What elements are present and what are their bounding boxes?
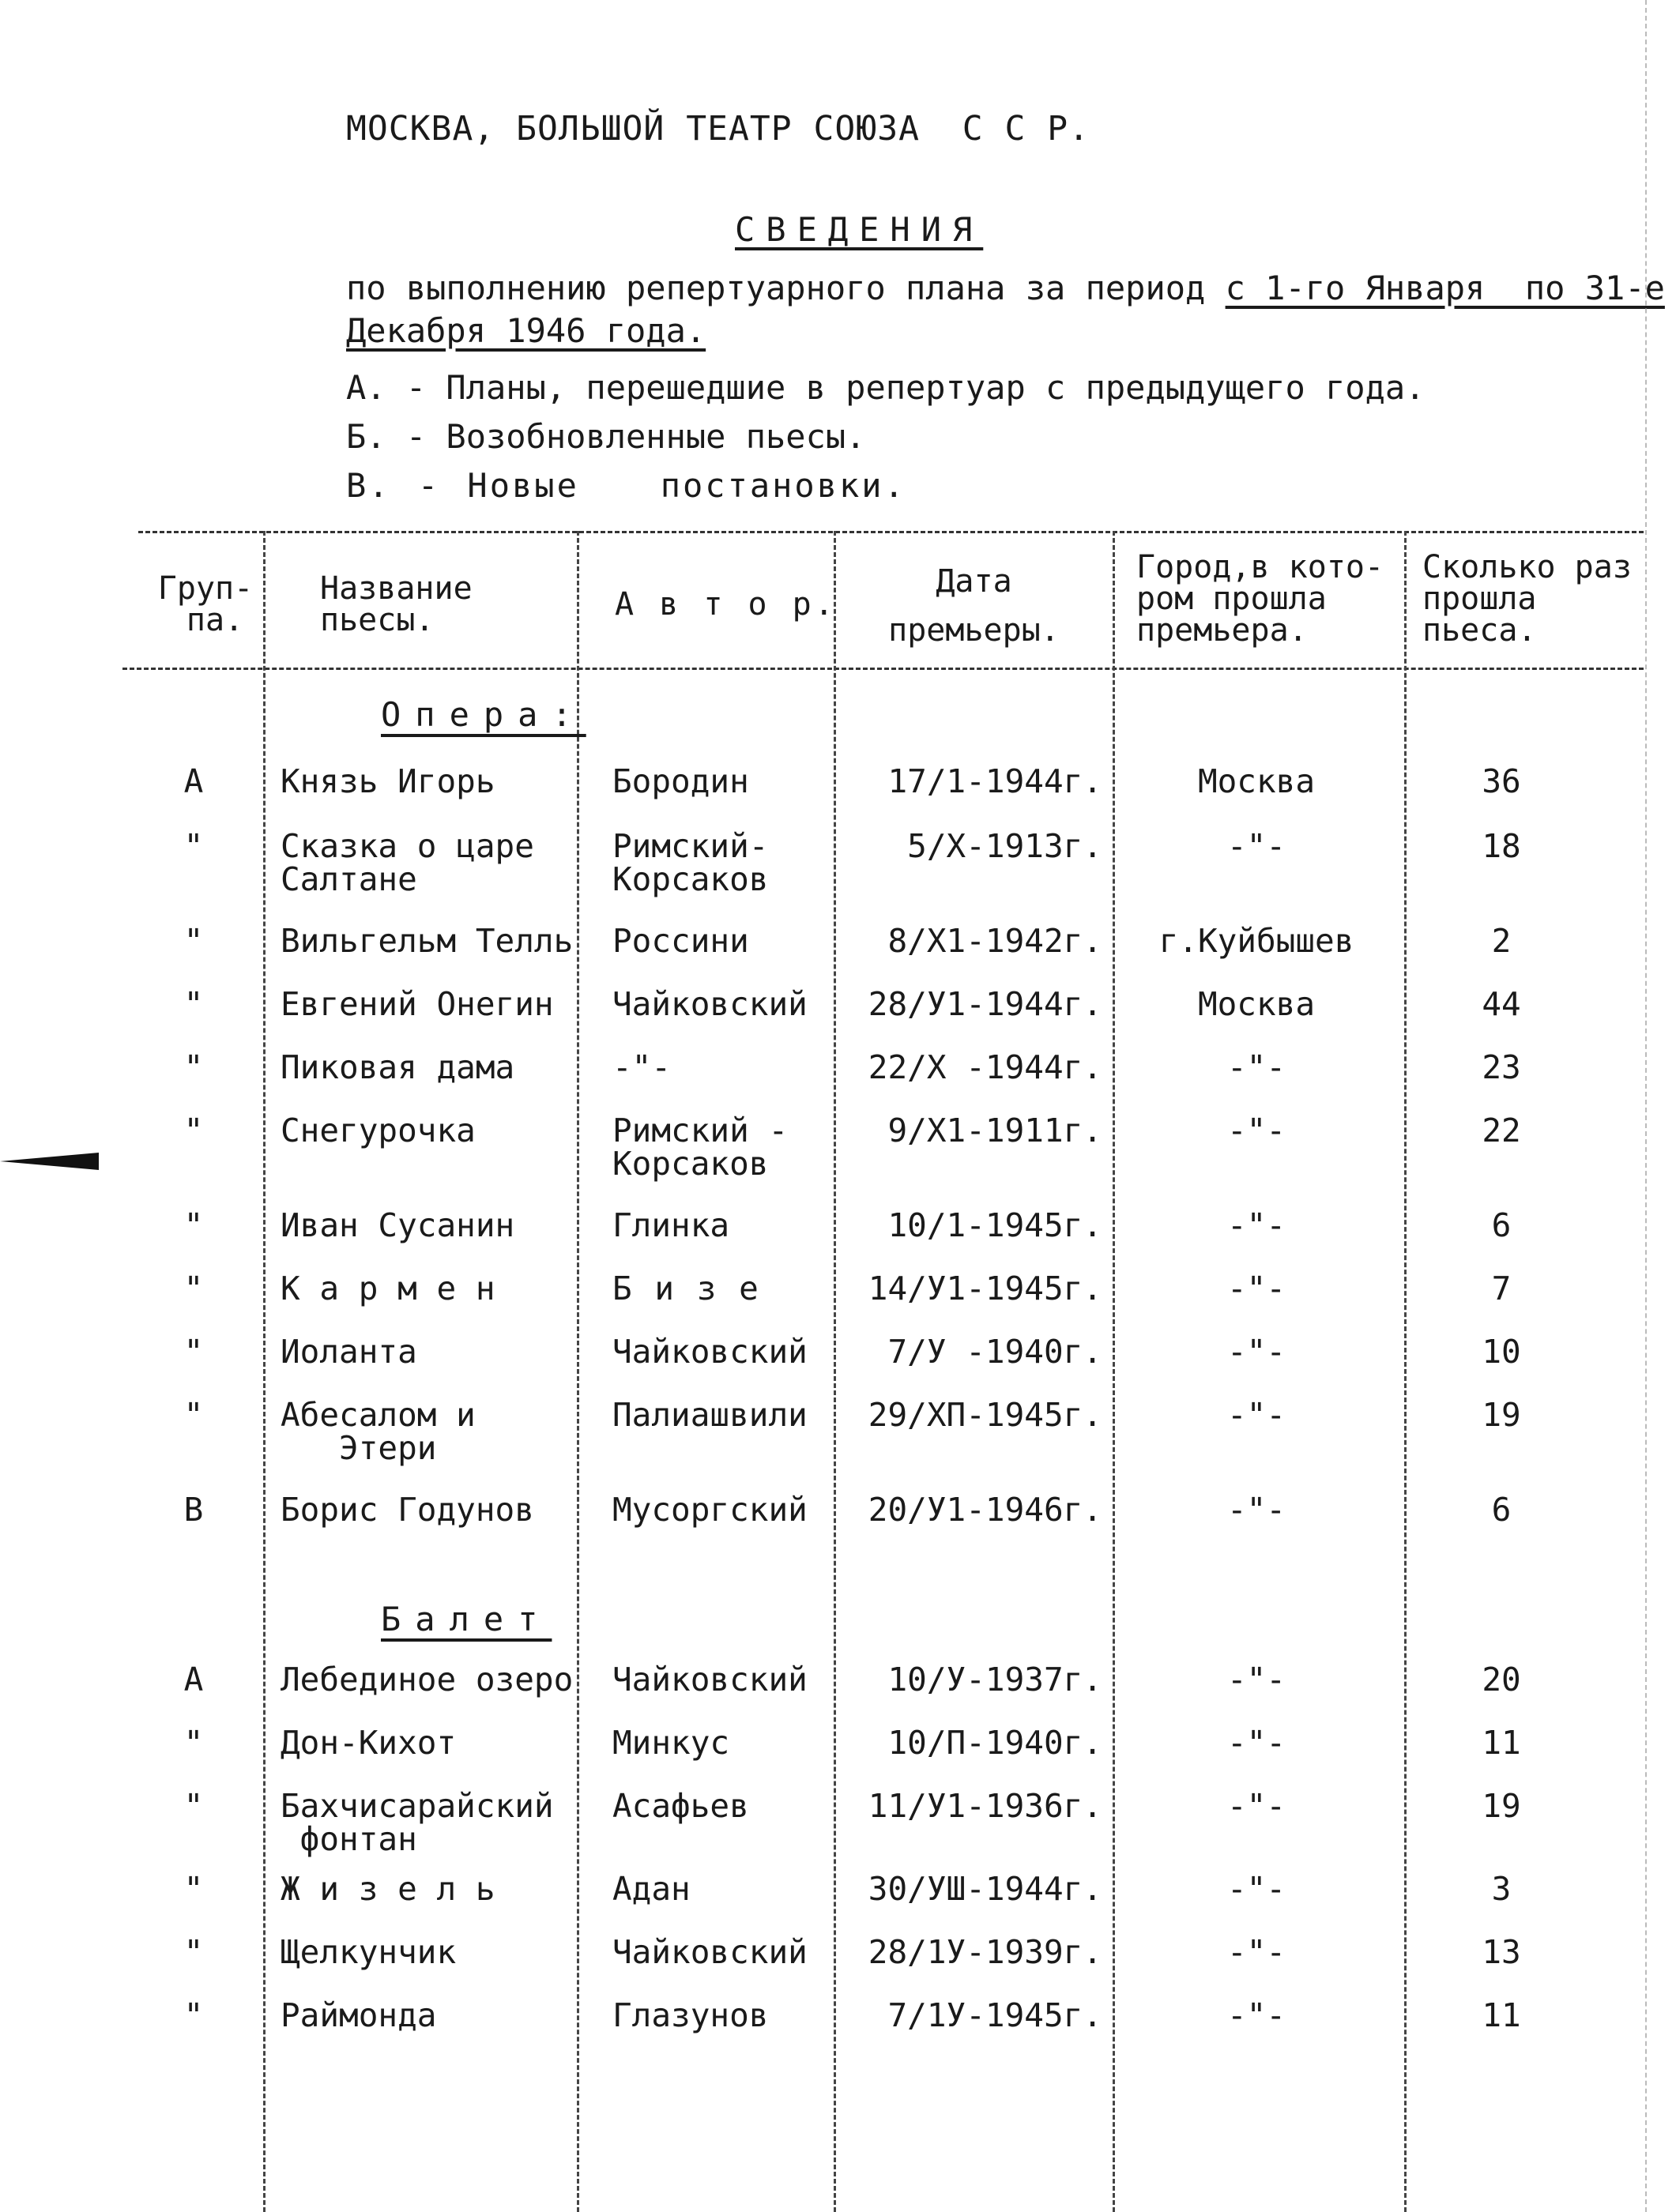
column-header-group: Груп- па. <box>157 570 254 638</box>
cell-count: 19 <box>1482 1396 1521 1434</box>
cell-count: 11 <box>1482 1724 1521 1762</box>
cell-name: Бахчисарайский фонтан <box>281 1787 554 1858</box>
cell-city: Москва <box>1197 762 1316 800</box>
cell-count: 13 <box>1482 1933 1521 1971</box>
cell-date: 7/1У-1945г. <box>887 1996 1102 2034</box>
cell-author: Минкус <box>612 1724 730 1762</box>
cell-city: -"- <box>1226 827 1286 865</box>
cell-date: 10/1-1945г. <box>887 1206 1102 1244</box>
cell-name: Князь Игорь <box>281 762 495 800</box>
cell-group: " <box>183 922 204 960</box>
subtitle-period-end: Декабря 1946 года. <box>346 311 706 350</box>
cell-name: К а р м е н <box>281 1270 495 1307</box>
table-top-rule <box>138 531 1644 533</box>
subtitle-period-start: с 1-го Января по 31-е <box>1225 269 1665 307</box>
cell-author: Чайковский <box>612 1933 808 1971</box>
cell-count: 3 <box>1491 1870 1512 1908</box>
column-header-date: Дата премьеры. <box>888 563 1060 649</box>
cell-name: Снегурочка <box>281 1112 476 1149</box>
cell-group: " <box>183 1870 204 1908</box>
cell-name: Вильгельм Телль <box>281 922 574 960</box>
cell-group: " <box>183 1996 204 2034</box>
cell-count: 6 <box>1491 1491 1512 1529</box>
column-divider-2 <box>577 531 579 2212</box>
cell-author: Асафьев <box>612 1787 749 1825</box>
cell-date: 22/Х -1944г. <box>868 1048 1102 1086</box>
cell-group: " <box>183 1933 204 1971</box>
cell-group: " <box>183 1724 204 1762</box>
cell-name: Борис Годунов <box>281 1491 534 1529</box>
column-divider-5 <box>1404 531 1407 2212</box>
legend-a: А. - Планы, перешедшие в репертуар с предыдущего года. <box>346 368 1426 407</box>
cell-count: 23 <box>1482 1048 1521 1086</box>
cell-date: 8/Х1-1942г. <box>887 922 1102 960</box>
cell-author: Римский - Корсаков <box>612 1112 789 1183</box>
cell-count: 10 <box>1482 1333 1521 1371</box>
cell-group: " <box>183 1270 204 1307</box>
cell-city: -"- <box>1226 1048 1286 1086</box>
column-divider-1 <box>263 531 266 2212</box>
margin-arrow-mark <box>0 1149 99 1173</box>
cell-city: -"- <box>1226 1870 1286 1908</box>
cell-author: Глинка <box>612 1206 730 1244</box>
cell-count: 20 <box>1482 1661 1521 1698</box>
cell-city: -"- <box>1226 1787 1286 1825</box>
cell-city: -"- <box>1226 1333 1286 1371</box>
cell-author: Чайковский <box>612 1333 808 1371</box>
cell-count: 44 <box>1482 985 1521 1023</box>
cell-author: Палиашвили <box>612 1396 808 1434</box>
column-header-count: Сколько раз прошла пьеса. <box>1422 549 1632 649</box>
cell-author: Бородин <box>612 762 749 800</box>
cell-city: -"- <box>1226 1996 1286 2034</box>
cell-author: Глазунов <box>612 1996 769 2034</box>
cell-city: -"- <box>1226 1112 1286 1149</box>
organization-heading: МОСКВА, БОЛЬШОЙ ТЕАТР СОЮЗА С С Р. <box>346 109 1090 149</box>
cell-date: 28/У1-1944г. <box>868 985 1102 1023</box>
cell-count: 6 <box>1491 1206 1512 1244</box>
cell-city: -"- <box>1226 1270 1286 1307</box>
cell-count: 22 <box>1482 1112 1521 1149</box>
cell-name: Абесалом и Этери <box>281 1396 476 1467</box>
cell-group: " <box>183 1048 204 1086</box>
cell-name: Иоланта <box>281 1333 417 1371</box>
cell-group: В <box>183 1491 204 1529</box>
table-header-rule <box>122 668 1644 670</box>
section-ballet-heading: Балет <box>381 1600 552 1638</box>
legend-b: Б. - Возобновленные пьесы. <box>346 417 866 456</box>
section-opera-heading: Опера: <box>381 695 586 734</box>
cell-name: Дон-Кихот <box>281 1724 457 1762</box>
cell-group: " <box>183 1206 204 1244</box>
cell-group: " <box>183 827 204 865</box>
cell-city: -"- <box>1226 1206 1286 1244</box>
cell-date: 14/У1-1945г. <box>868 1270 1102 1307</box>
cell-date: 9/Х1-1911г. <box>887 1112 1102 1149</box>
cell-name: Пиковая дама <box>281 1048 515 1086</box>
cell-author: Чайковский <box>612 985 808 1023</box>
cell-group: А <box>183 1661 204 1698</box>
cell-group: " <box>183 985 204 1023</box>
cell-date: 11/У1-1936г. <box>868 1787 1102 1825</box>
cell-author: -"- <box>612 1048 672 1086</box>
cell-city: Москва <box>1197 985 1316 1023</box>
legend-v: В. - Новые постановки. <box>346 466 906 505</box>
cell-group: " <box>183 1112 204 1149</box>
cell-count: 7 <box>1491 1270 1512 1307</box>
cell-name: Сказка о царе Салтане <box>281 827 534 898</box>
cell-author: Адан <box>612 1870 691 1908</box>
cell-count: 18 <box>1482 827 1521 865</box>
cell-city: -"- <box>1226 1661 1286 1698</box>
cell-date: 7/У -1940г. <box>887 1333 1102 1371</box>
cell-city: -"- <box>1226 1396 1286 1434</box>
cell-date: 28/1У-1939г. <box>868 1933 1102 1971</box>
cell-city: -"- <box>1226 1491 1286 1529</box>
cell-date: 5/Х-1913г. <box>907 827 1102 865</box>
cell-group: " <box>183 1396 204 1434</box>
cell-name: Ж и з е л ь <box>281 1870 495 1908</box>
column-divider-3 <box>834 531 836 2212</box>
column-header-name: Название пьесы. <box>320 570 473 638</box>
cell-date: 17/1-1944г. <box>887 762 1102 800</box>
page-edge-mark <box>1645 0 1647 2212</box>
cell-date: 10/У-1937г. <box>887 1661 1102 1698</box>
cell-author: Б и з е <box>612 1270 760 1307</box>
subtitle-line-1 <box>346 270 1665 307</box>
cell-name: Иван Сусанин <box>281 1206 515 1244</box>
cell-name: Щелкунчик <box>281 1933 457 1971</box>
cell-author: Чайковский <box>612 1661 808 1698</box>
cell-date: 29/ХП-1945г. <box>868 1396 1102 1434</box>
column-header-author: А в т о р. <box>615 586 837 623</box>
cell-city: г.Куйбышев <box>1158 922 1354 960</box>
cell-count: 36 <box>1482 762 1521 800</box>
cell-author: Римский- Корсаков <box>612 827 769 898</box>
cell-name: Раймонда <box>281 1996 437 2034</box>
cell-count: 11 <box>1482 1996 1521 2034</box>
column-divider-4 <box>1113 531 1115 2212</box>
cell-count: 19 <box>1482 1787 1521 1825</box>
cell-count: 2 <box>1491 922 1512 960</box>
document-title: СВЕДЕНИЯ <box>735 210 984 249</box>
cell-date: 20/У1-1946г. <box>868 1491 1102 1529</box>
cell-group: А <box>183 762 204 800</box>
cell-group: " <box>183 1787 204 1825</box>
subtitle-prefix: по выполнению репертуарного плана за период <box>346 269 1226 307</box>
cell-date: 30/УШ-1944г. <box>868 1870 1102 1908</box>
cell-author: Мусоргский <box>612 1491 808 1529</box>
cell-name: Евгений Онегин <box>281 985 554 1023</box>
cell-city: -"- <box>1226 1724 1286 1762</box>
cell-city: -"- <box>1226 1933 1286 1971</box>
cell-group: " <box>183 1333 204 1371</box>
cell-name: Лебединое озеро <box>281 1661 574 1698</box>
cell-date: 10/П-1940г. <box>887 1724 1102 1762</box>
cell-author: Россини <box>612 922 749 960</box>
column-header-city: Город,в кото- ром прошла премьера. <box>1136 549 1384 649</box>
